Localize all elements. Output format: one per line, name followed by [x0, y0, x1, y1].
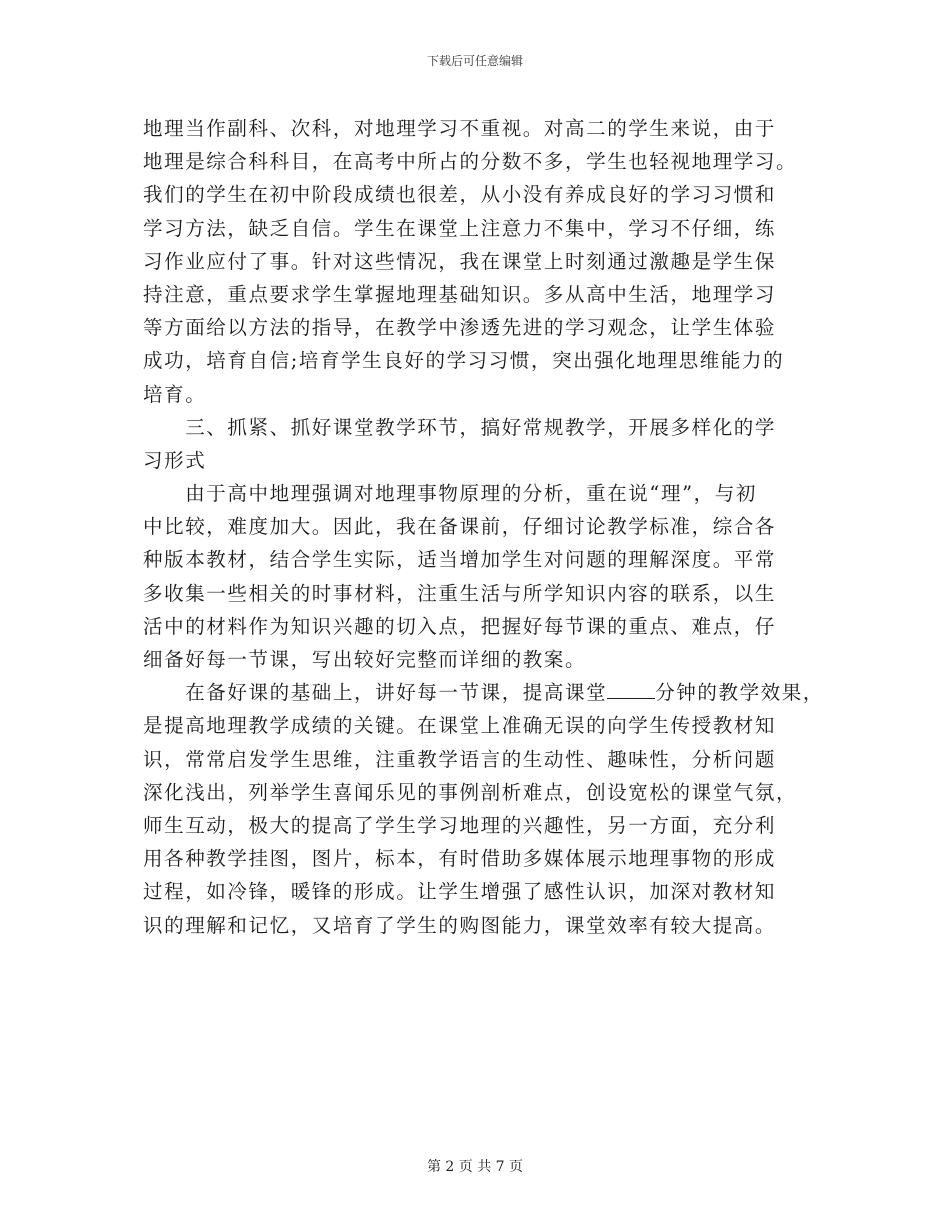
body-line: 细备好每一节课，写出较好完整而详细的教案。: [143, 648, 587, 671]
body-line: 培育。: [143, 382, 207, 406]
body-line: 地理当作副科、次科，对地理学习不重视。对高二的学生来说，由于: [143, 117, 777, 140]
body-line: 师生互动，极大的提高了学生学习地理的兴趣性，另一方面，充分利: [143, 813, 777, 837]
body-line: 用各种教学挂图，图片，标本，有时借助多媒体展示地理事物的形成: [143, 847, 777, 871]
body-line: 中比较，难度加大。因此，我在备课前，仔细讨论教学标准，综合各: [143, 515, 777, 539]
body-line: 活中的材料作为知识兴趣的切入点，把握好每节课的重点、难点，仔: [143, 614, 777, 638]
body-line: 我们的学生在初中阶段成绩也很差，从小没有养成良好的学习习惯和: [143, 183, 777, 207]
body-line: 持注意，重点要求学生掌握地理基础知识。多从高中生活，地理学习: [143, 282, 777, 306]
body-line: 种版本教材，结合学生实际，适当增加学生对问题的理解深度。平常: [143, 548, 777, 572]
text-before-blank: 在备好课的基础上，讲好每一节课，提高课堂: [143, 681, 608, 705]
body-line: 多收集一些相关的时事材料，注重生活与所学知识内容的联系，以生: [143, 581, 777, 605]
body-line: 学习方法，缺乏自信。学生在课堂上注意力不集中，学习不仔细，练: [143, 216, 777, 240]
body-line: 深化浅出，列举学生喜闻乐见的事例剖析难点，创设宽松的课堂气氛，: [143, 780, 798, 804]
fill-in-blank: [607, 676, 655, 699]
body-line: 等方面给以方法的指导，在教学中渗透先进的学习观念，让学生体验: [143, 316, 777, 340]
page-header: 下载后可任意编辑: [426, 54, 523, 68]
body-line: 地理是综合科科目，在高考中所占的分数不多，学生也轻视地理学习。: [143, 150, 798, 174]
body-line: 识的理解和记忆，又培育了学生的购图能力，课堂效率有较大提高。: [143, 913, 777, 937]
section-heading-line: 三、抓紧、抓好课堂教学环节，搞好常规教学，开展多样化的学: [143, 415, 777, 439]
body-line: 由于高中地理强调对地理事物原理的分析，重在说“理”，与初: [143, 482, 757, 506]
body-line: 是提高地理教学成绩的关键。在课堂上准确无误的向学生传授教材知: [143, 714, 777, 738]
document-body: [143, 112, 825, 942]
page-number: 第 2 页 共 7 页: [426, 1159, 524, 1175]
body-line: 成功，培育自信;培育学生良好的学习习惯，突出强化地理思维能力的: [143, 349, 785, 373]
body-line: 习作业应付了事。针对这些情况，我在课堂上时刻通过激趣是学生保: [143, 249, 777, 273]
body-line: 识，常常启发学生思维，注重教学语言的生动性、趣味性，分析问题: [143, 747, 777, 771]
section-heading-line: 习形式: [143, 448, 207, 472]
body-line: 过程，如冷锋，暖锋的形成。让学生增强了感性认识，加深对教材知: [143, 880, 777, 904]
body-line-with-blank: [143, 676, 825, 709]
text-after-blank: 分钟的教学效果，: [655, 681, 825, 705]
